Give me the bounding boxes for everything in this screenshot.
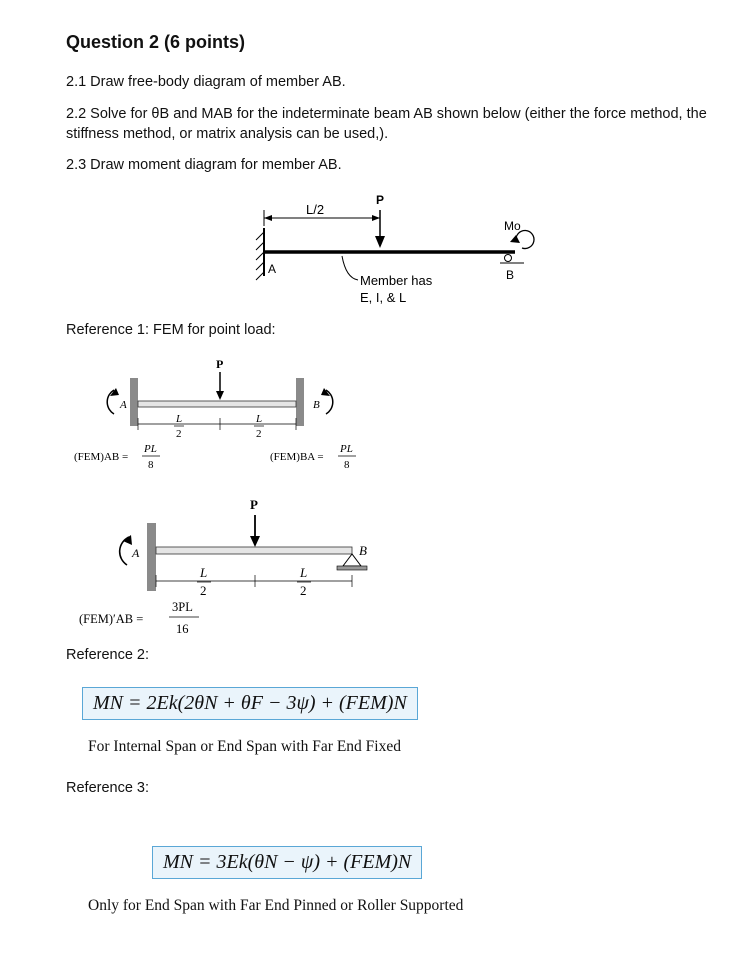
fem-fixed-pinned-figure [75,493,385,643]
half-den-right: 2 [300,583,307,598]
end-b-label: B [313,399,320,411]
end-a-label: A [120,399,127,411]
wall-b [296,378,304,426]
fem-ab-num: PL [144,443,157,455]
moment-label: Mo [504,219,521,233]
half-num-right: L [256,413,263,425]
reference2-equation: MN = 2Ek(2θN + θF − 3ψ) + (FEM)N [82,687,418,720]
half-num-left: L [200,565,208,580]
wall-a [130,378,138,426]
reference3-heading: Reference 3: [66,780,150,796]
item-2-3: 2.3 Draw moment diagram for member AB. [66,157,342,173]
fem-ab-lhs: (FEM)AB = [74,451,129,463]
half-den-left: 2 [200,583,207,598]
half-num-left: L [176,413,183,425]
fem-ba-den: 8 [344,459,350,471]
item-2-1: 2.1 Draw free-body diagram of member AB. [66,74,346,90]
fem-lhs: (FEM)′AB = [79,612,144,626]
reference2-note: For Internal Span or End Span with Far End Fixed [88,738,401,755]
item-2-2: 2.2 Solve for θB and MAB for the indeterminate beam AB shown below (either the force method, the stiffness method, or matrix analysis can be used,). [66,106,707,142]
load-label: P [250,497,258,512]
end-a-label: A [132,546,140,560]
half-den-left: 2 [176,428,182,440]
reference2-heading: Reference 2: [66,647,150,663]
beam-figure [240,188,550,313]
fem-ba-lhs: (FEM)BA = [270,451,324,463]
reference1-heading: Reference 1: FEM for point load: [66,322,276,338]
member-note-line1: Member has [360,273,433,288]
fem-num: 3PL [172,600,193,614]
question-title: Question 2 (6 points) [66,32,246,52]
dimension-label: L/2 [306,202,325,217]
fem-ab-den: 8 [148,459,154,471]
fem-fixed-fixed-figure [70,350,370,485]
fem-den: 16 [176,622,189,636]
support-a-label: A [268,262,277,276]
reference3-note: Only for End Span with Far End Pinned or Roller Supported [88,897,464,914]
load-label: P [216,357,224,371]
load-label: P [376,193,385,207]
end-b-label: B [359,543,367,558]
half-den-right: 2 [256,428,262,440]
hatch-a [256,232,264,280]
wall-a [147,523,156,591]
roller-b [505,255,512,262]
half-num-right: L [300,565,308,580]
note-leader [342,256,358,280]
beam-fixed-pinned [156,547,352,554]
moment-arrow [516,231,534,249]
beam-fixed-fixed [138,401,296,407]
support-b-label: B [506,268,515,282]
fem-ba-num: PL [340,443,353,455]
reference3-equation: MN = 3Ek(θN − ψ) + (FEM)N [152,846,422,879]
member-note-line2: E, I, & L [360,290,407,305]
